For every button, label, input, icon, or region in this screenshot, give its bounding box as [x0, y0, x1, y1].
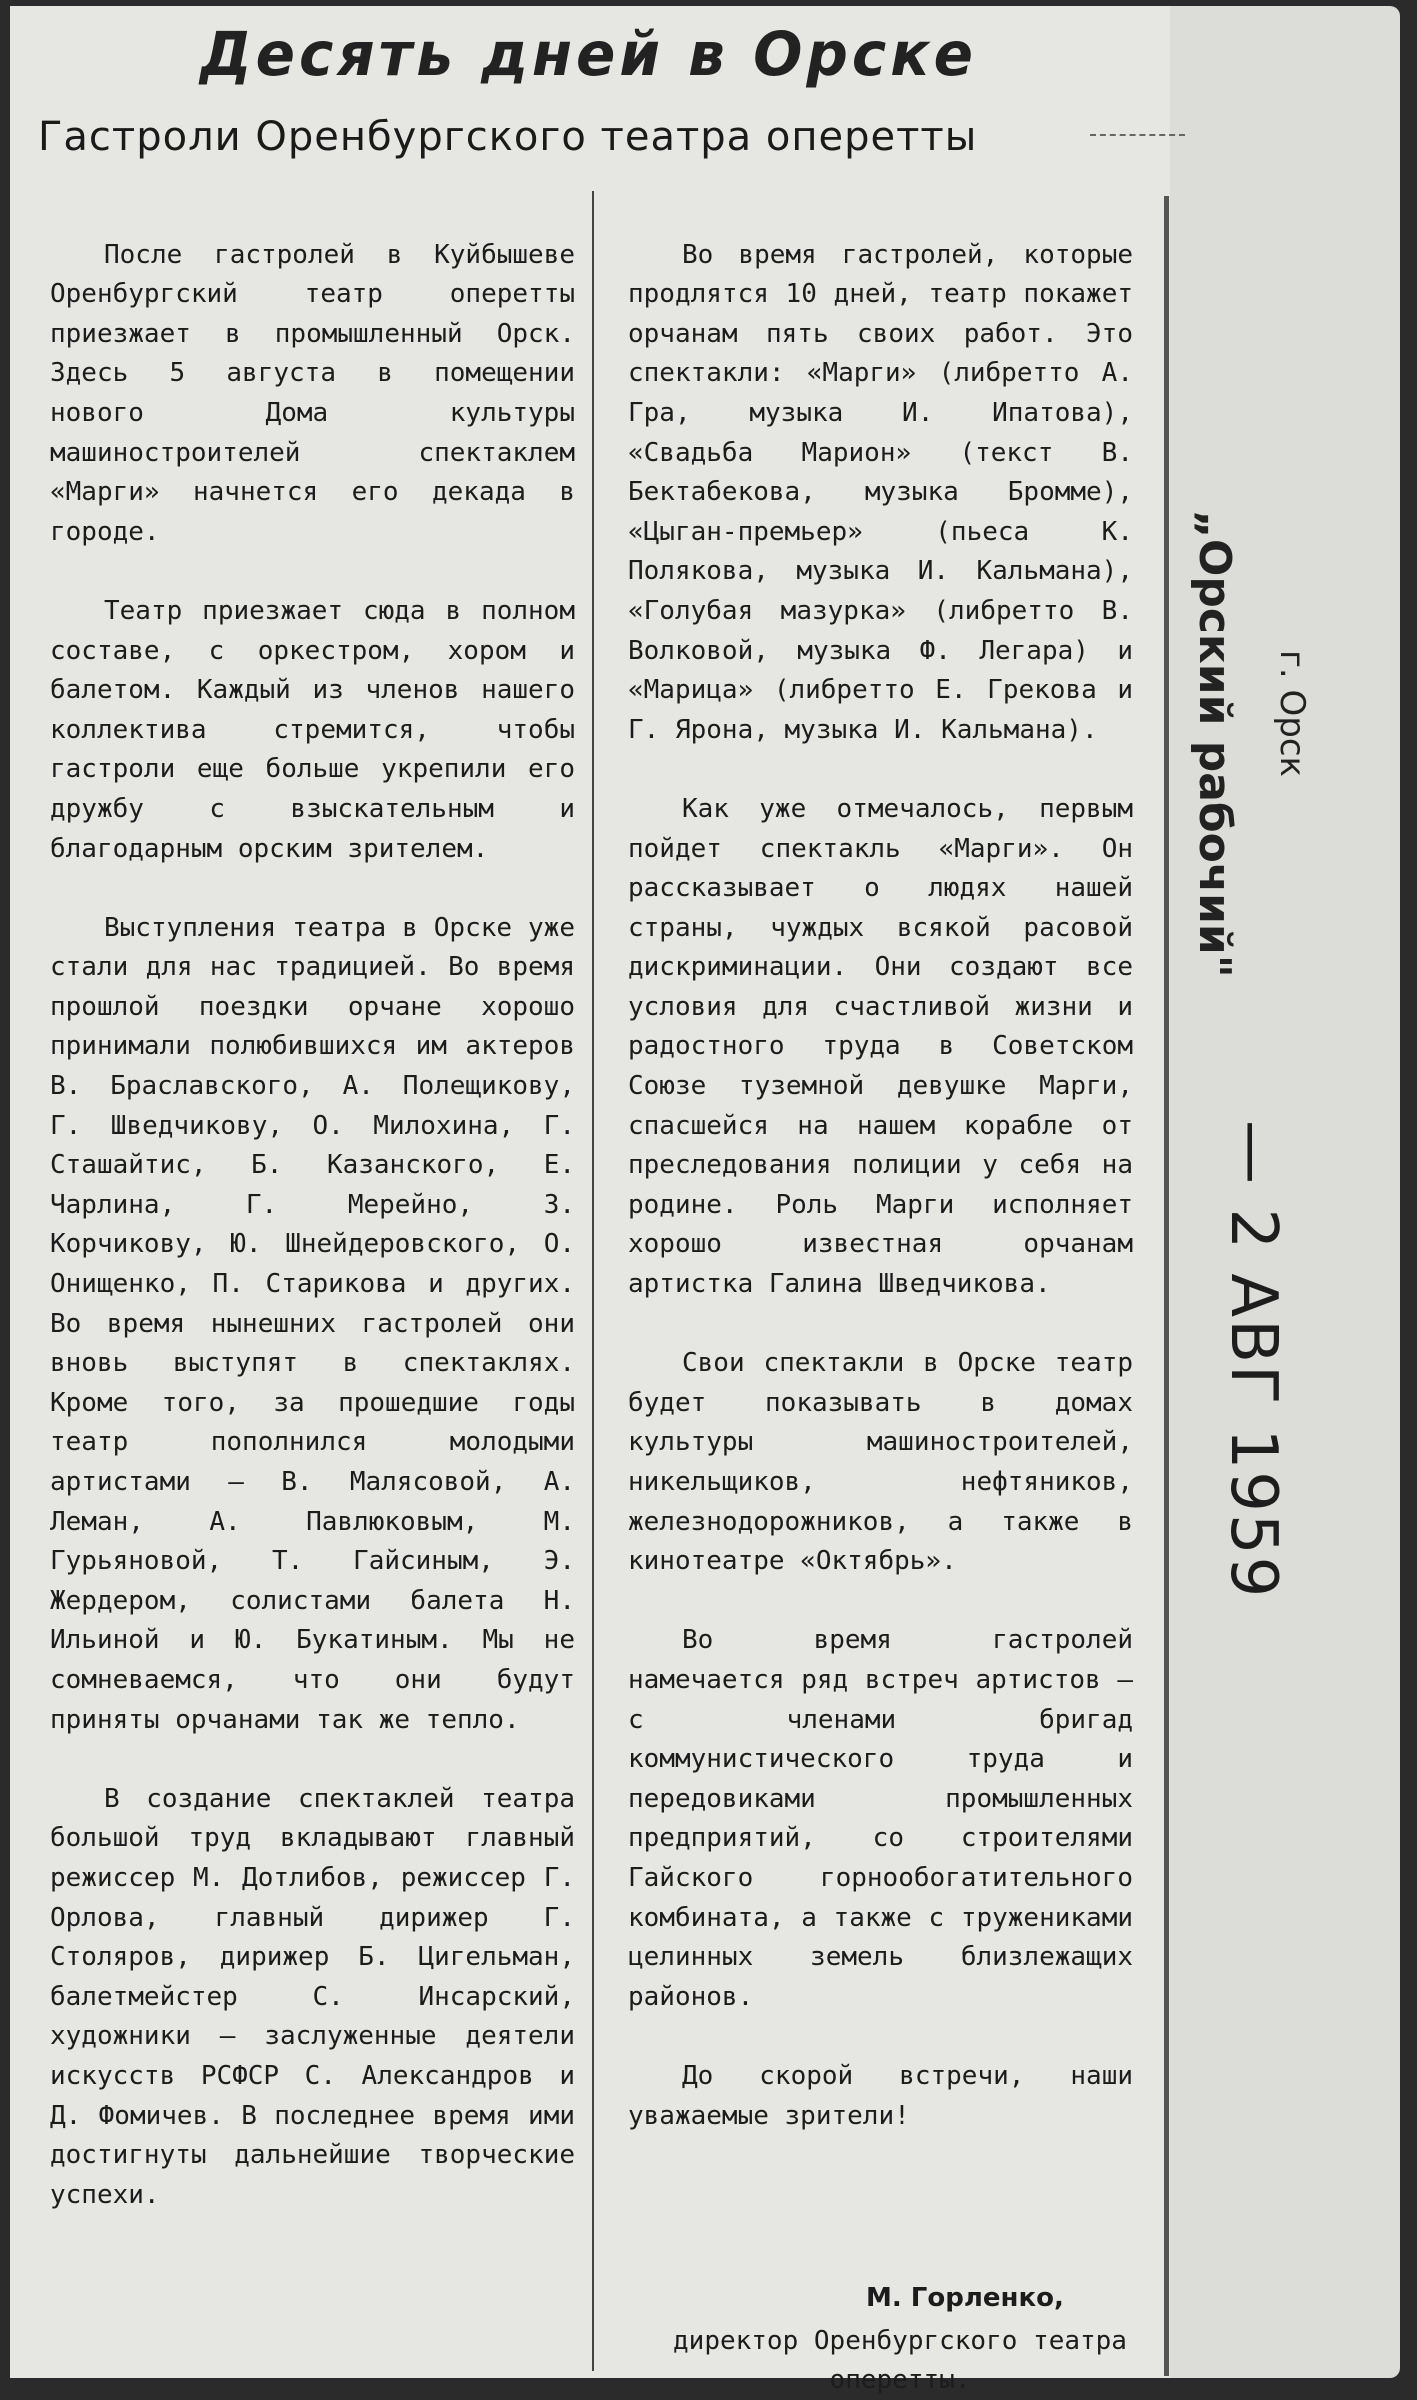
subheadline: Гастроли Оренбургского театра оперетты: [38, 114, 978, 160]
paragraph: В создание спектаклей театра большой труд вкладывают главный режиссер М. Дотлибов, режиссер Г. Орлова, главный дирижер Г. Столяров, дирижер Б. Цигельман, балетмейстер С. Инсарский, художники — заслуженные деятели искусств РСФСР С. Александров и Д. Фомичев. В последнее время ими достигнуты дальнейшие творческие успехи.: [50, 1783, 575, 2210]
paragraph: После гастролей в Куйбышеве Оренбургский театр оперетты приезжает в промышленный Орск. Здесь 5 августа в помещении нового Дома культуры машиностроителей спектаклем «Марги» начнется его декада в городе.: [50, 239, 575, 547]
newspaper-stamp: „Орский рабочий": [1189, 510, 1240, 978]
paragraph: Во время гастролей намечается ряд встреч артистов — с членами бригад коммунистического труда и передовиками промышленных предприятий, со строителями Гайского горнообогатительного комбината, а также с тружениками целинных земель близлежащих районов.: [628, 1625, 1133, 2012]
paragraph: До скорой встречи, наши уважаемые зрители!: [628, 2060, 1133, 2131]
signature-title: директор Оренбургского театра оперетты.: [673, 2326, 1127, 2395]
clipping-edge: [1164, 196, 1169, 2376]
paragraph: Во время гастролей, которые продлятся 10 дней, театр покажет орчанам пять своих работ. Это спектакли: «Марги» (либретто А. Гра, музыка И. Ипатова), «Свадьба Марион» (текст В. Бектабекова, музыка Бромме), «Цыган-премьер» (пьеса К. Полякова, музыка И. Кальмана), «Голубая мазурка» (либретто В. Волковой, музыка Ф. Легара) и «Марица» (либретто Е. Грекова и Г. Ярона, музыка И. Кальмана).: [628, 239, 1133, 745]
paragraph: Театр приезжает сюда в полном составе, с оркестром, хором и балетом. Каждый из членов нашего коллектива стремится, чтобы гастроли еще больше укрепили его дружбу с взыскательным и благодарным орским зрителем.: [50, 595, 575, 864]
clipping-sheet: [10, 6, 1400, 2395]
date-stamp: — 2 АВГ 1959: [1216, 1120, 1290, 1600]
decorative-dashes: [1090, 134, 1185, 136]
column-divider: [592, 191, 594, 2371]
paragraph: Свои спектакли в Орске театр будет показывать в домах культуры машиностроителей, никельщиков, нефтяников, железнодорожников, а также в кинотеатре «Октябрь».: [628, 1348, 1133, 1577]
signature-name: М. Горленко,: [866, 2283, 1064, 2313]
city-stamp: г. Орск: [1272, 650, 1312, 778]
paragraph: Как уже отмечалось, первым пойдет спектакль «Марги». Он рассказывает о людях нашей страны, чуждых всякой расовой дискриминации. Они создают все условия для счастливой жизни и радостного труда в Советском Союзе туземной девушке Марги, спасшейся на нашем корабле от преследования полиции у себя на родине. Роль Марги исполняет хорошо известная орчанам артистка Галина Шведчикова.: [628, 793, 1133, 1300]
paragraph: Выступления театра в Орске уже стали для нас традицией. Во время прошлой поездки орчане хорошо принимали полюбившихся им актеров В. Браславского, А. Полещикову, Г. Шведчикову, О. Милохина, Г. Сташайтис, Б. Казанского, Е. Чарлина, Г. Мерейно, З. Корчикову, Ю. Шнейдеровского, О. Онищенко, П. Старикова и других. Во время нынешних гастролей они вновь выступят в спектаклях. Кроме того, за прошедшие годы театр пополнился молодыми артистами — В. Малясовой, А. Леман, А. Павлюковым, М. Гурьяновой, Т. Гайсиным, Э. Жердером, солистами балета Н. Ильиной и Ю. Букатиным. Мы не сомневаемся, что они будут приняты орчанами так же тепло.: [50, 912, 575, 1735]
headline: Десять дней в Орске: [200, 18, 977, 90]
newspaper-clipping: [10, 6, 1170, 2395]
article-column-2: [628, 196, 1133, 2176]
article-column-1: [50, 196, 575, 2255]
